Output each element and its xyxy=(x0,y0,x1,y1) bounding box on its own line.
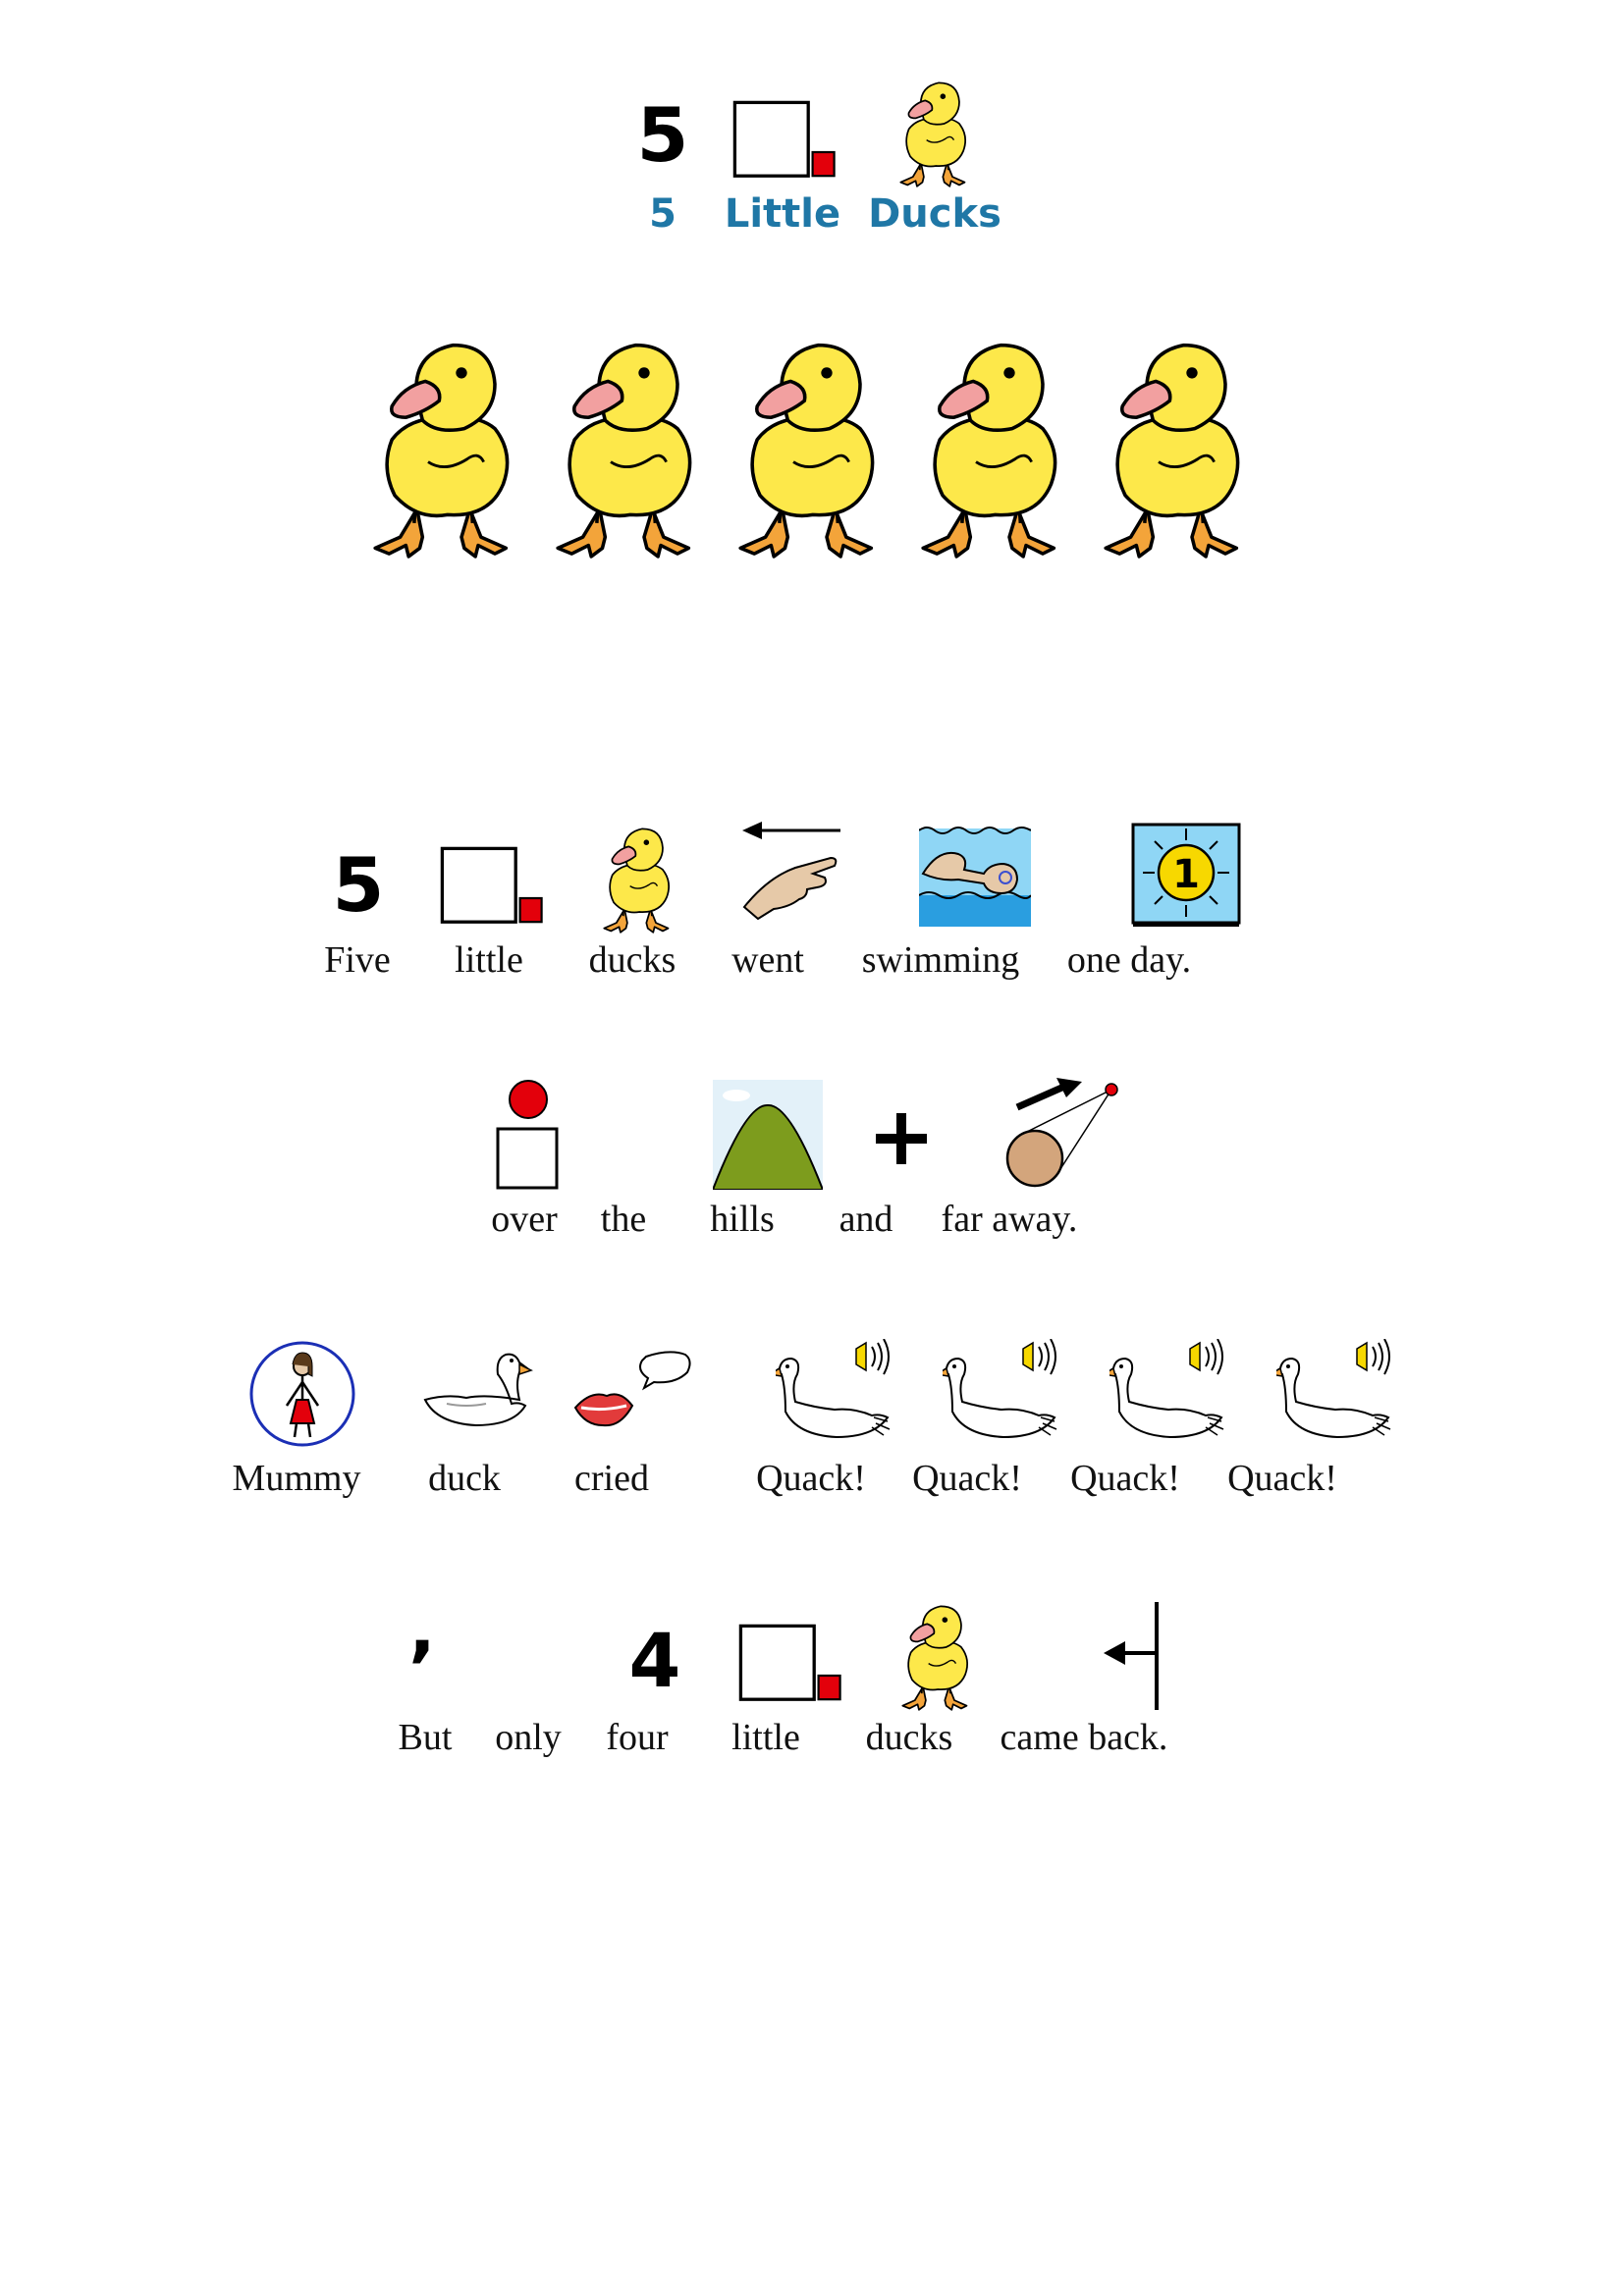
line3-word-quack-2: Quack! xyxy=(912,1458,1022,1499)
line4-word-but: But xyxy=(398,1717,453,1758)
duckling-row xyxy=(361,324,1265,579)
far-away-icon xyxy=(998,1078,1121,1190)
title-little-square-icon xyxy=(730,98,839,185)
duckling-icon xyxy=(361,324,528,569)
over-icon xyxy=(493,1080,562,1194)
quacking-duck-icon xyxy=(943,1339,1070,1447)
line3-word-quack-3: Quack! xyxy=(1070,1458,1180,1499)
line2-word-the: the xyxy=(600,1199,647,1240)
line3-word-cried: cried xyxy=(574,1458,649,1499)
swimming-icon xyxy=(919,825,1031,927)
numeral-four-icon: 4 xyxy=(628,1617,681,1704)
line3-word-mummy: Mummy xyxy=(232,1458,361,1499)
line1-word-ducks: ducks xyxy=(588,939,676,981)
title-word-ducks: Ducks xyxy=(868,191,1001,237)
title-numeral-five-icon: 5 xyxy=(636,91,689,179)
duckling-icon xyxy=(909,324,1076,569)
little-square-icon xyxy=(736,1622,844,1708)
plus-icon xyxy=(872,1109,931,1168)
line4-word-four: four xyxy=(606,1717,669,1758)
quacking-duck-icon xyxy=(1276,1339,1404,1447)
sun-one-icon xyxy=(1131,823,1243,933)
line2-word-hills: hills xyxy=(710,1199,775,1240)
line1-word-swimming: swimming xyxy=(861,939,1020,981)
line3-word-quack-4: Quack! xyxy=(1227,1458,1337,1499)
line4-word-only: only xyxy=(495,1717,562,1758)
line3-word-quack-1: Quack! xyxy=(756,1458,866,1499)
line4-word-ducks: ducks xyxy=(865,1717,953,1758)
duckling-icon xyxy=(597,821,679,936)
duckling-icon xyxy=(544,324,711,569)
numeral-five-icon: 5 xyxy=(332,841,385,929)
comma-icon: , xyxy=(408,1587,436,1670)
duckling-icon xyxy=(895,1598,978,1714)
line2-word-and: and xyxy=(839,1199,893,1240)
cried-mouth-icon xyxy=(571,1349,693,1431)
line4-word-came-back: came back. xyxy=(1000,1717,1168,1758)
title-word-little: Little xyxy=(724,191,841,237)
quacking-duck-icon xyxy=(776,1339,903,1447)
line1-word-little: little xyxy=(455,939,523,981)
line1-word-five: Five xyxy=(324,939,391,981)
mummy-icon xyxy=(247,1339,357,1449)
duckling-icon xyxy=(1092,324,1259,569)
hill-icon xyxy=(713,1080,823,1190)
sun-number: 1 xyxy=(1172,852,1200,897)
duckling-icon xyxy=(727,324,893,569)
line1-word-one-day: one day. xyxy=(1066,939,1192,981)
duck-icon xyxy=(416,1345,536,1433)
line2-word-over: over xyxy=(491,1199,558,1240)
line1-word-went: went xyxy=(731,939,804,981)
went-hand-arrow-icon xyxy=(738,817,846,925)
line2-word-far-away: far away. xyxy=(941,1199,1078,1240)
quacking-duck-icon xyxy=(1109,1339,1237,1447)
title-duckling-icon xyxy=(893,75,976,190)
line3-word-duck: duck xyxy=(428,1458,501,1499)
line4-word-little: little xyxy=(731,1717,800,1758)
came-back-arrow-icon xyxy=(1100,1600,1163,1712)
title-word-5: 5 xyxy=(649,191,676,237)
little-square-icon xyxy=(438,844,546,931)
